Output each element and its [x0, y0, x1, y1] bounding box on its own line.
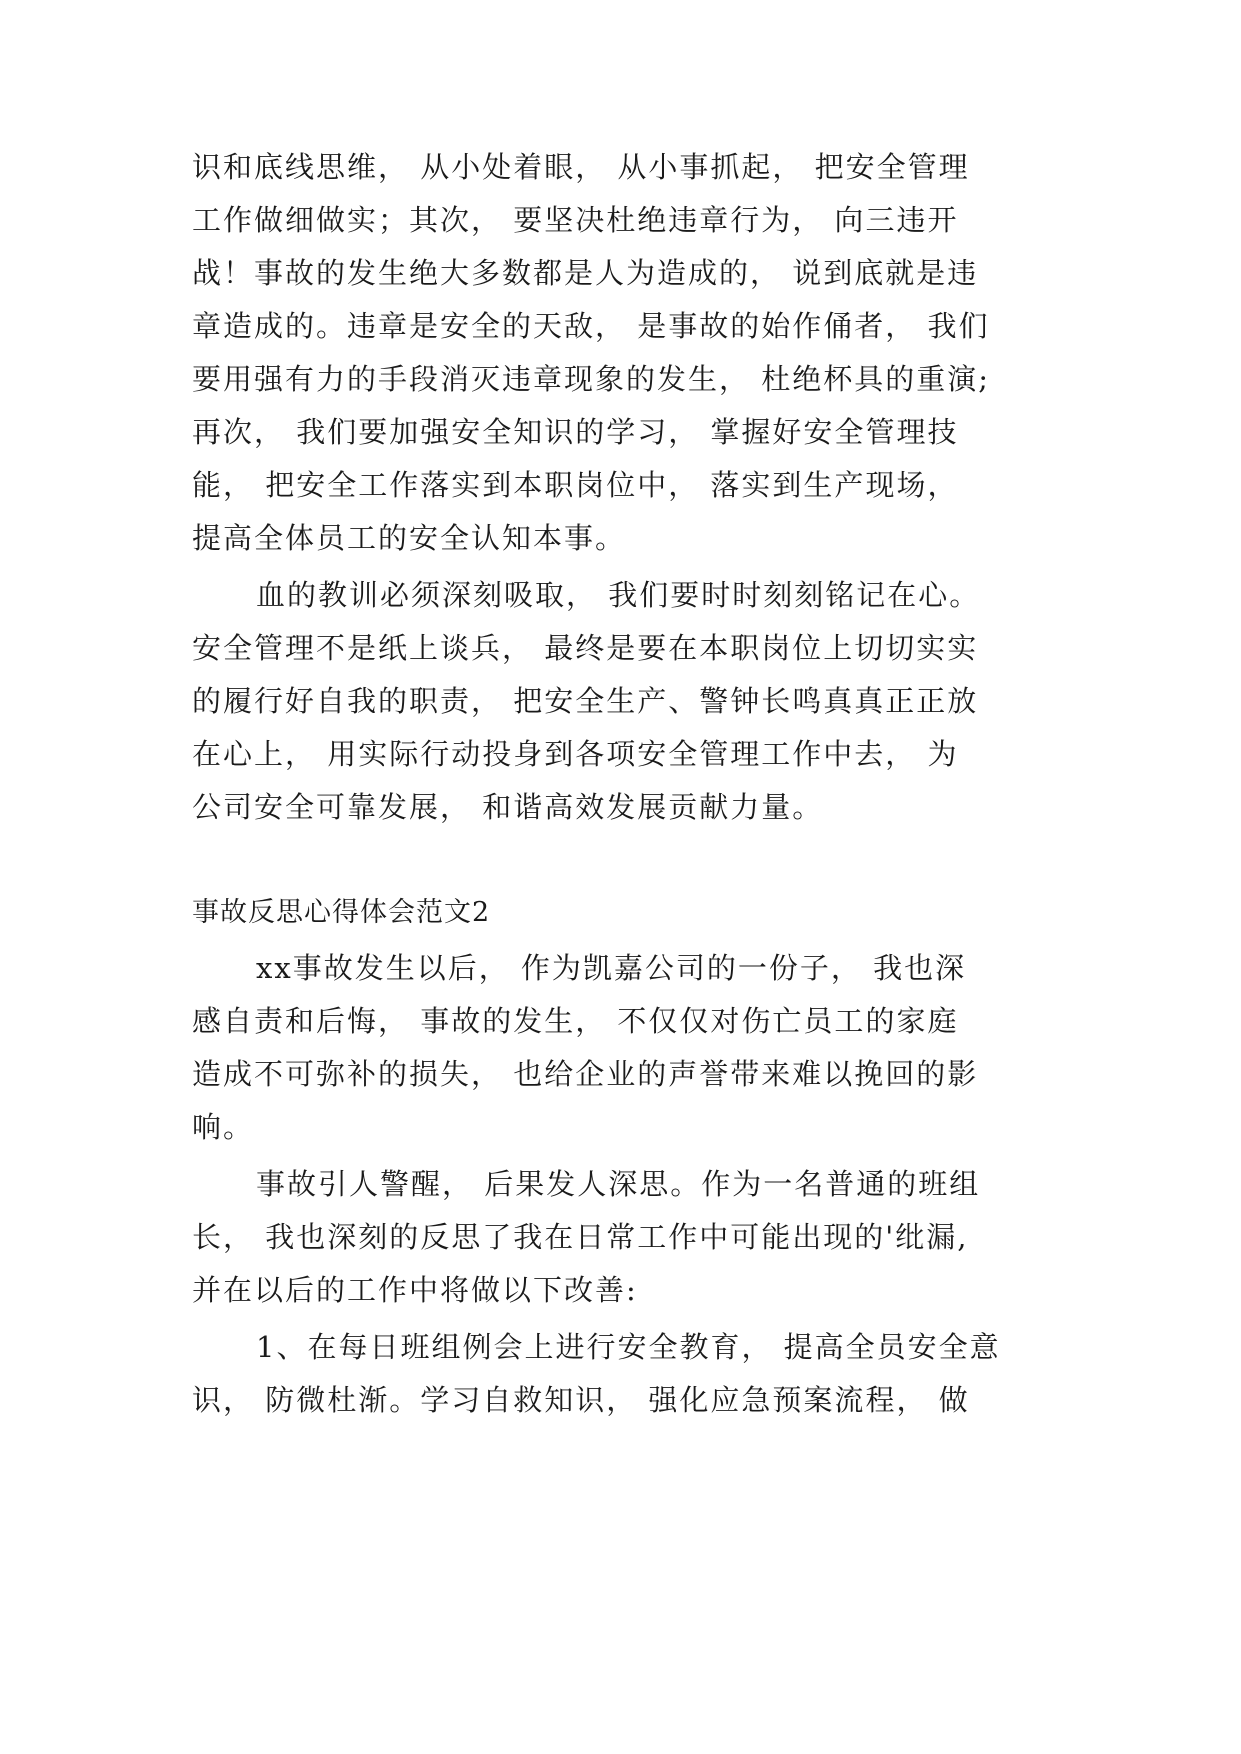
paragraph-line: 识， 防微杜渐。学习自救知识， 强化应急预案流程， 做: [192, 1383, 970, 1417]
section-heading: 事故反思心得体会范文2: [192, 897, 491, 928]
paragraph-line: 提高全体员工的安全认知本事。: [192, 521, 627, 555]
paragraph-line: 安全管理不是纸上谈兵， 最终是要在本职岗位上切切实实: [192, 631, 979, 665]
paragraph-line: 造成不可弥补的损失， 也给企业的声誉带来难以挽回的影: [192, 1057, 979, 1091]
paragraph-line: 工作做细做实；其次， 要坚决杜绝违章行为， 向三违开: [192, 203, 959, 237]
paragraph-line: 并在以后的工作中将做以下改善:: [192, 1273, 638, 1307]
paragraph-first-line: xx事故发生以后， 作为凯嘉公司的一份子， 我也深: [256, 951, 967, 985]
paragraph-line: 长， 我也深刻的反思了我在日常工作中可能出现的'纰漏,: [192, 1220, 969, 1254]
paragraph-line: 的履行好自我的职责， 把安全生产、警钟长鸣真真正正放: [192, 684, 979, 718]
list-item-first-line: 1、在每日班组例会上进行安全教育， 提高全员安全意: [256, 1330, 1001, 1364]
paragraph-first-line: 血的教训必须深刻吸取， 我们要时时刻刻铭记在心。: [256, 578, 981, 612]
paragraph-line: 识和底线思维， 从小处着眼， 从小事抓起， 把安全管理: [192, 150, 970, 184]
paragraph-line: 再次， 我们要加强安全知识的学习， 掌握好安全管理技: [192, 415, 959, 449]
paragraph-line: 章造成的。违章是安全的天敌， 是事故的始作俑者， 我们: [192, 309, 990, 343]
paragraph-line: 战！事故的发生绝大多数都是人为造成的， 说到底就是违: [192, 256, 979, 290]
paragraph-line: 在心上， 用实际行动投身到各项安全管理工作中去， 为: [192, 737, 959, 771]
paragraph-line: 响。: [192, 1110, 255, 1144]
paragraph-line: 公司安全可靠发展， 和谐高效发展贡献力量。: [192, 790, 824, 824]
paragraph-line: 能， 把安全工作落实到本职岗位中， 落实到生产现场，: [192, 468, 959, 502]
paragraph-first-line: 事故引人警醒， 后果发人深思。作为一名普通的班组: [256, 1167, 981, 1201]
paragraph-line: 要用强有力的手段消灭违章现象的发生， 杜绝杯具的重演;: [192, 362, 990, 396]
paragraph-line: 感自责和后悔， 事故的发生， 不仅仅对伤亡员工的家庭: [192, 1004, 959, 1038]
